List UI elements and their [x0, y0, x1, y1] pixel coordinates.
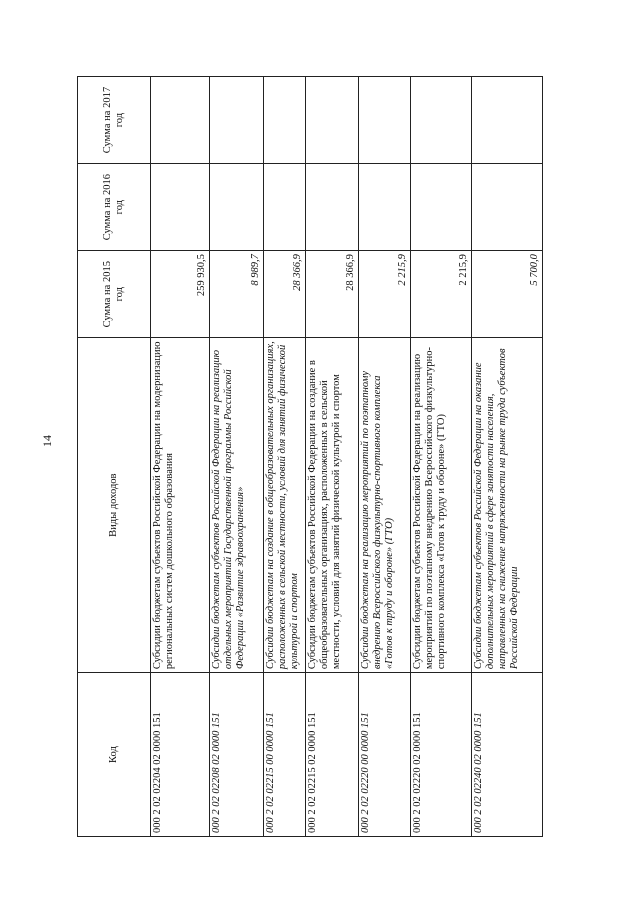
row-sum-2017 — [306, 77, 359, 164]
row-sum-2016 — [151, 164, 210, 251]
row-sum-2015: 28 366,9 — [264, 251, 306, 338]
row-sum-2015: 28 366,9 — [306, 251, 359, 338]
row-sum-2017 — [359, 77, 411, 164]
row-code: 000 2 02 02240 02 0000 151 — [472, 673, 543, 837]
row-sum-2017 — [210, 77, 264, 164]
table-row — [210, 77, 264, 837]
table-row — [359, 77, 411, 837]
row-sum-2016 — [264, 164, 306, 251]
table-header-row — [78, 77, 151, 837]
header-revenue-type: Виды доходов — [78, 338, 151, 673]
table-row — [151, 77, 210, 837]
row-sum-2017 — [472, 77, 543, 164]
row-sum-2016 — [359, 164, 411, 251]
revenue-table — [77, 76, 543, 837]
row-revenue-type: Субсидии бюджетам субъектов Российской Федерации на реализацию мероприятий по поэтапному внедрению Всероссийского физкультурно-спортивного комплекса «Готов к труду и обороне» (ГТО) — [411, 338, 472, 673]
row-revenue-type: Субсидии бюджетам субъектов Российской Федерации на создание в общеобразовательных организациях, расположенных в сельской местности, условий для занятий физической культурой и спортом — [306, 338, 359, 673]
row-sum-2015: 2 215,9 — [359, 251, 411, 338]
row-sum-2017 — [411, 77, 472, 164]
row-code: 000 2 02 02220 02 0000 151 — [411, 673, 472, 837]
row-sum-2017 — [264, 77, 306, 164]
row-revenue-type: Субсидии бюджетам на создание в общеобразовательных организациях, расположенных в сельской местности, условий для занятий физической культурой и спортом — [264, 338, 306, 673]
page-number: 14 — [40, 435, 54, 447]
row-revenue-type: Субсидии бюджетам субъектов Российской Федерации на реализацию отдельных мероприятий Государственной программы Российской Федерации «Развитие здравоохранения» — [210, 338, 264, 673]
table-row — [306, 77, 359, 837]
row-sum-2015: 8 989,7 — [210, 251, 264, 338]
header-sum-2015: Сумма на 2015 год — [78, 251, 151, 338]
row-sum-2016 — [411, 164, 472, 251]
row-sum-2015: 259 930,5 — [151, 251, 210, 338]
row-code: 000 2 02 02204 02 0000 151 — [151, 673, 210, 837]
header-code: Код — [78, 673, 151, 837]
row-sum-2016 — [472, 164, 543, 251]
table-row — [411, 77, 472, 837]
row-revenue-type: Субсидии бюджетам субъектов Российской Федерации на оказание дополнительных мероприятий в сфере занятости населения, направленных на снижение напряженности на рынке труда субъектов Российской Федерации — [472, 338, 543, 673]
row-sum-2017 — [151, 77, 210, 164]
table-row — [264, 77, 306, 837]
header-sum-2016: Сумма на 2016 год — [78, 164, 151, 251]
header-sum-2017: Сумма на 2017 год — [78, 77, 151, 164]
row-code: 000 2 02 02220 00 0000 151 — [359, 673, 411, 837]
row-sum-2015: 2 215,9 — [411, 251, 472, 338]
rotated-table-container — [77, 76, 553, 837]
row-code: 000 2 02 02208 02 0000 151 — [210, 673, 264, 837]
row-revenue-type: Субсидии бюджетам на реализацию мероприятий по поэтапному внедрению Всероссийского физкультурно-спортивного комплекса «Готов к труду и обороне» (ГТО) — [359, 338, 411, 673]
row-code: 000 2 02 02215 00 0000 151 — [264, 673, 306, 837]
row-code: 000 2 02 02215 02 0000 151 — [306, 673, 359, 837]
table-row — [472, 77, 543, 837]
row-sum-2016 — [306, 164, 359, 251]
row-sum-2016 — [210, 164, 264, 251]
row-sum-2015: 5 700,0 — [472, 251, 543, 338]
row-revenue-type: Субсидии бюджетам субъектов Российской Федерации на модернизацию региональных систем дошкольного образования — [151, 338, 210, 673]
